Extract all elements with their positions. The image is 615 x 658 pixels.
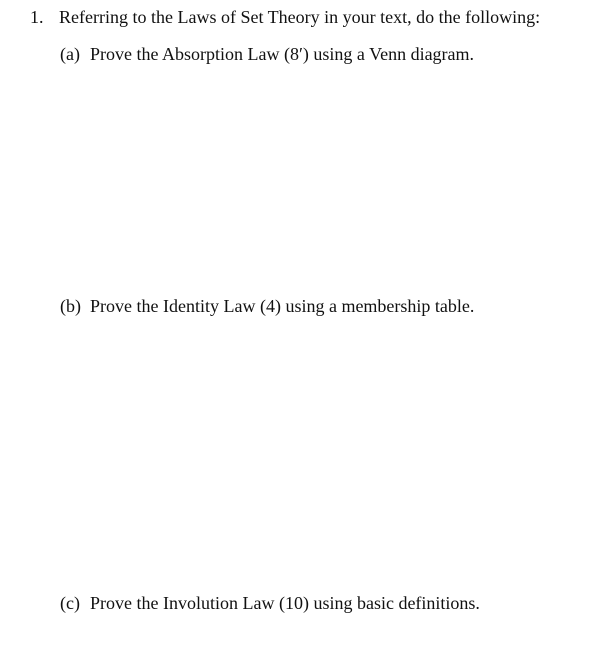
part-a-label: (a) bbox=[60, 44, 80, 64]
question-number: 1. bbox=[30, 7, 44, 27]
part-b-text: Prove the Identity Law (4) using a membership table. bbox=[90, 296, 475, 316]
part-b-label: (b) bbox=[60, 296, 81, 316]
part-a-text: Prove the Absorption Law (8′) using a Venn diagram. bbox=[90, 44, 475, 64]
part-c-label: (c) bbox=[60, 593, 80, 613]
cropped-text-fragment bbox=[282, 0, 342, 3]
question-text: Referring to the Laws of Set Theory in your text, do the following: bbox=[59, 7, 541, 27]
part-c-text: Prove the Involution Law (10) using basic definitions. bbox=[90, 593, 480, 613]
